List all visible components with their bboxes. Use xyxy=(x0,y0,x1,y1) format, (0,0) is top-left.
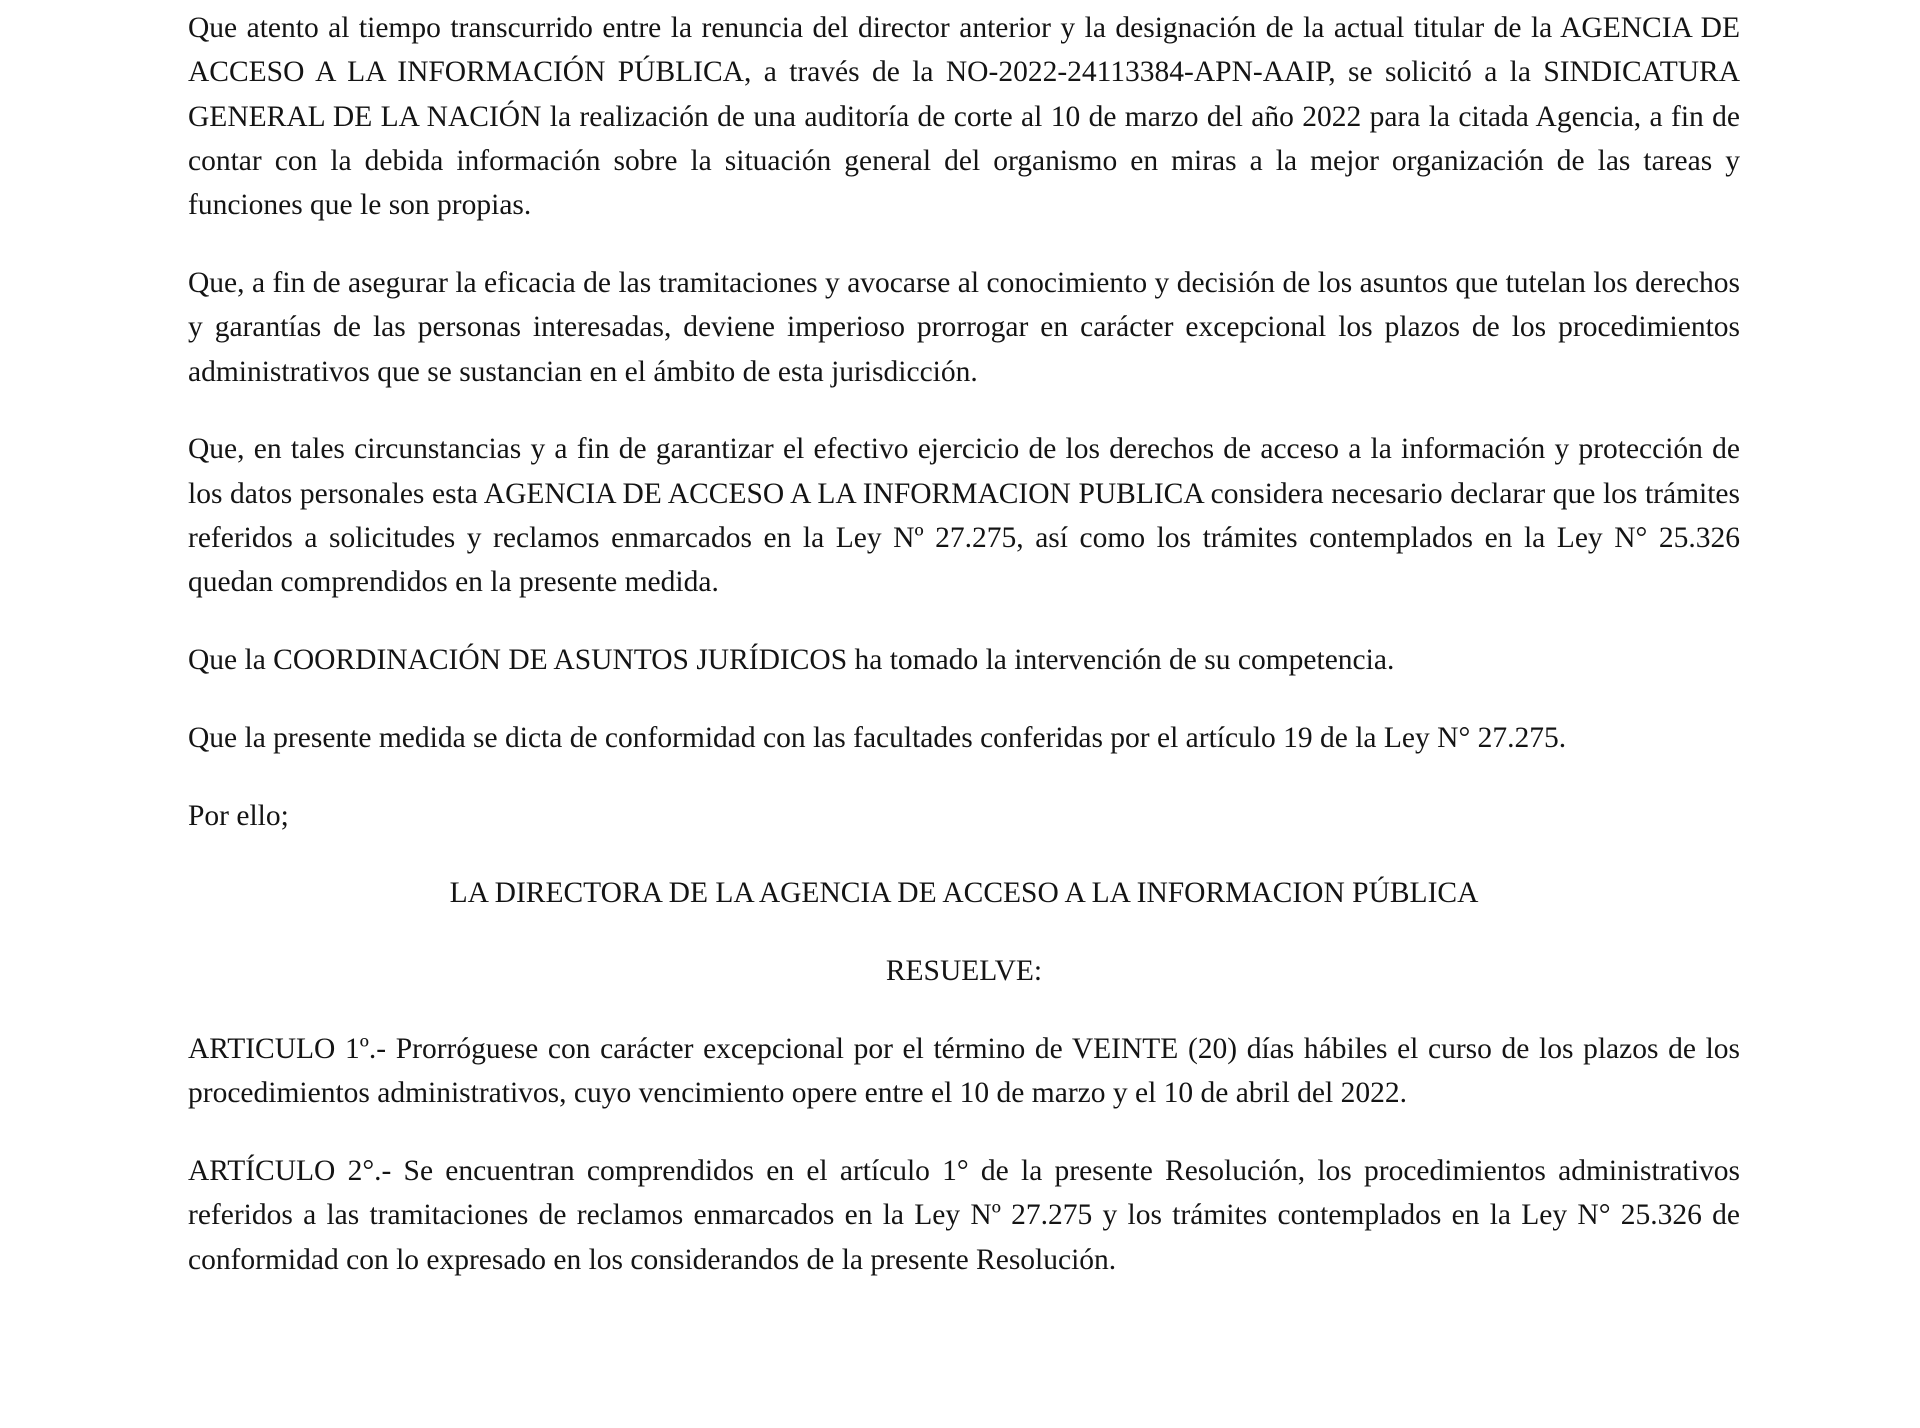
considerando-paragraph-3: Que, en tales circunstancias y a fin de garantizar el efectivo ejercicio de los derechos de acceso a la información y protección de los datos personales esta AGENCIA DE ACCESO A LA INFORMACION PUBLICA considera necesario declarar que los trámites referidos a solicitudes y reclamos enmarcados en la Ley Nº 27.275, así como los trámites contemplados en la Ley N° 25.326 quedan comprendidos en la presente medida. xyxy=(188,433,1740,599)
article-2: ARTÍCULO 2°.- Se encuentran comprendidos en el artículo 1° de la presente Resolución, los procedimientos administrativos referidos a las tramitaciones de reclamos enmarcados en la Ley Nº 27.275 y los trámites contemplados en la Ley N° 25.326 de conformidad con lo expresado en los considerandos de la presente Resolución. xyxy=(188,1155,1740,1276)
por-ello-text: Por ello; xyxy=(188,799,289,832)
considerando-paragraph-1: Que atento al tiempo transcurrido entre la renuncia del director anterior y la designación de la actual titular de la AGENCIA DE ACCESO A LA INFORMACIÓN PÚBLICA, a través de la NO-2022-24113384-APN-AAIP, se solicitó a la SINDICATURA GENERAL DE LA NACIÓN la realización de una auditoría de corte al 10 de marzo del año 2022 para la citada Agencia, a fin de contar con la debida información sobre la situación general del organismo en miras a la mejor organización de las tareas y funciones que le son propias. xyxy=(188,12,1740,222)
considerando-paragraph-4: Que la COORDINACIÓN DE ASUNTOS JURÍDICOS ha tomado la intervención de su competencia. xyxy=(188,644,1395,677)
resuelve-heading: RESUELVE: xyxy=(885,955,1043,988)
authority-heading: LA DIRECTORA DE LA AGENCIA DE ACCESO A LA INFORMACION PÚBLICA xyxy=(449,877,1479,910)
considerando-paragraph-2: Que, a fin de asegurar la eficacia de las tramitaciones y avocarse al conocimiento y decisión de los asuntos que tutelan los derechos y garantías de las personas interesadas, deviene imperioso prorrogar en carácter excepcional los plazos de los procedimientos administrativos que se sustancian en el ámbito de esta jurisdicción. xyxy=(188,266,1740,388)
document-page xyxy=(188,6,1740,1316)
considerando-paragraph-5: Que la presente medida se dicta de conformidad con las facultades conferidas por el artículo 19 de la Ley N° 27.275. xyxy=(188,721,1567,754)
article-1: ARTICULO 1º.- Prorróguese con carácter excepcional por el término de VEINTE (20) días hábiles el curso de los plazos de los procedimientos administrativos, cuyo vencimiento opere entre el 10 de marzo y el 10 de abril del 2022. xyxy=(188,1033,1740,1110)
